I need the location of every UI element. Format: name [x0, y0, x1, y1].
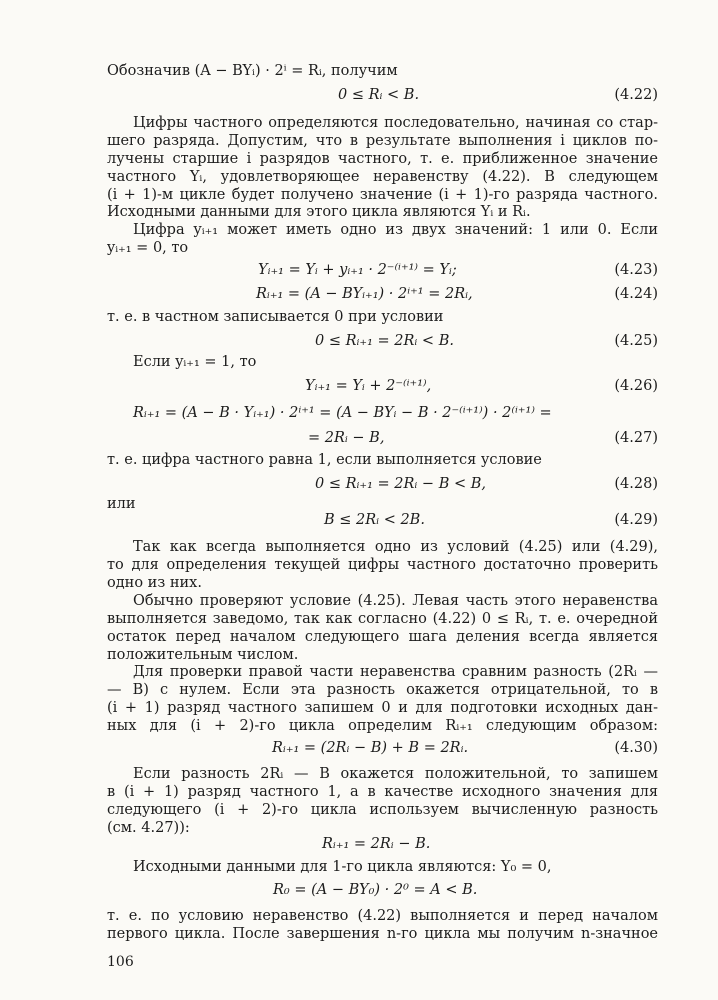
equation-number: (4.30)	[614, 740, 658, 756]
equation-number: (4.25)	[614, 333, 658, 349]
equation-4-30: Rᵢ₊₁ = (2Rᵢ − B) + B = 2Rᵢ.	[272, 740, 469, 756]
text-line: одно из них.	[107, 575, 202, 591]
equation-4-26: Yᵢ₊₁ = Yᵢ + 2⁻⁽ⁱ⁺¹⁾,	[305, 378, 432, 394]
text-line: Для проверки правой части неравенства сравним разность (2Rᵢ —	[133, 664, 658, 680]
text-line: (i + 1)-м цикле будет получено значение (i + 1)-го разряда частного.	[107, 187, 658, 203]
text-line: Исходными данными для этого цикла являются Yᵢ и Rᵢ.	[107, 204, 531, 220]
text-line: первого цикла. После завершения n-го цикла мы получим n-значное	[107, 926, 658, 942]
equation-4-27: = 2Rᵢ − B,	[308, 430, 385, 446]
text-line: остаток перед началом следующего шага деления всегда является	[107, 629, 658, 645]
equation-number: (4.29)	[614, 512, 658, 528]
text-line: или	[107, 496, 136, 512]
equation-number: (4.22)	[614, 87, 658, 103]
text-line: ных для (i + 2)-го цикла определим Rᵢ₊₁ следующим образом:	[107, 718, 658, 734]
equation-number: (4.24)	[614, 286, 658, 302]
text-line: лучены старшие i разрядов частного, т. е. приближенное значение	[107, 151, 658, 167]
page-number: 106	[107, 954, 134, 970]
equation-4-28: 0 ≤ Rᵢ₊₁ = 2Rᵢ − B < B,	[315, 476, 486, 492]
equation-4-27-line1: Rᵢ₊₁ = (A − B · Yᵢ₊₁) · 2ⁱ⁺¹ = (A − BYᵢ − B · 2⁻⁽ⁱ⁺¹⁾) · 2⁽ⁱ⁺¹⁾ =	[133, 405, 552, 421]
text-line: (см. 4.27)):	[107, 820, 190, 836]
text-line: yᵢ₊₁ = 0, то	[107, 240, 189, 256]
equation-number: (4.28)	[614, 476, 658, 492]
text-line: Обозначив (A − BYᵢ) · 2ⁱ = Rᵢ, получим	[107, 63, 398, 79]
text-line: Обычно проверяют условие (4.25). Левая часть этого неравенства	[133, 593, 658, 609]
text-line: то для определения текущей цифры частного достаточно проверить	[107, 557, 658, 573]
text-line: выполняется заведомо, так как согласно (4.22) 0 ≤ Rᵢ, т. е. очередной	[107, 611, 658, 627]
text-line: — B) с нулем. Если эта разность окажется отрицательной, то в	[107, 682, 658, 698]
text-line: шего разряда. Допустим, что в результате выполнения i циклов по-	[107, 133, 658, 149]
equation-4-22: 0 ≤ Rᵢ < B.	[338, 87, 420, 103]
text-line: Если разность 2Rᵢ — B окажется положительной, то запишем	[133, 766, 658, 782]
text-line: Цифры частного определяются последовательно, начиная со стар-	[133, 115, 658, 131]
text-line: Так как всегда выполняется одно из условий (4.25) или (4.29),	[133, 539, 658, 555]
text-line: Исходными данными для 1-го цикла являются: Y₀ = 0,	[133, 859, 552, 875]
text-line: следующего (i + 2)-го цикла используем вычисленную разность	[107, 802, 658, 818]
equation-4-25: 0 ≤ Rᵢ₊₁ = 2Rᵢ < B.	[315, 333, 454, 349]
equation-r-next: Rᵢ₊₁ = 2Rᵢ − B.	[322, 836, 431, 852]
text-line: т. е. по условию неравенство (4.22) выполняется и перед началом	[107, 908, 658, 924]
text-line: (i + 1) разряд частного запишем 0 и для подготовки исходных дан-	[107, 700, 658, 716]
equation-4-23: Yᵢ₊₁ = Yᵢ + yᵢ₊₁ · 2⁻⁽ⁱ⁺¹⁾ = Yᵢ;	[258, 262, 457, 278]
equation-4-29: B ≤ 2Rᵢ < 2B.	[324, 512, 425, 528]
equation-number: (4.27)	[614, 430, 658, 446]
text-line: в (i + 1) разряд частного 1, а в качестве исходного значения для	[107, 784, 658, 800]
text-line: Если yᵢ₊₁ = 1, то	[133, 354, 257, 370]
equation-number: (4.23)	[614, 262, 658, 278]
text-line: положительным числом.	[107, 647, 299, 663]
text-line: т. е. в частном записывается 0 при условии	[107, 309, 444, 325]
text-line: частного Yᵢ, удовлетворяющее неравенству (4.22). В следующем	[107, 169, 658, 185]
equation-r0: R₀ = (A − BY₀) · 2⁰ = A < B.	[273, 882, 478, 898]
text-line: т. е. цифра частного равна 1, если выполняется условие	[107, 452, 542, 468]
equation-number: (4.26)	[614, 378, 658, 394]
text-line: Цифра yᵢ₊₁ может иметь одно из двух значений: 1 или 0. Если	[133, 222, 658, 238]
equation-4-24: Rᵢ₊₁ = (A − BYᵢ₊₁) · 2ⁱ⁺¹ = 2Rᵢ,	[256, 286, 473, 302]
